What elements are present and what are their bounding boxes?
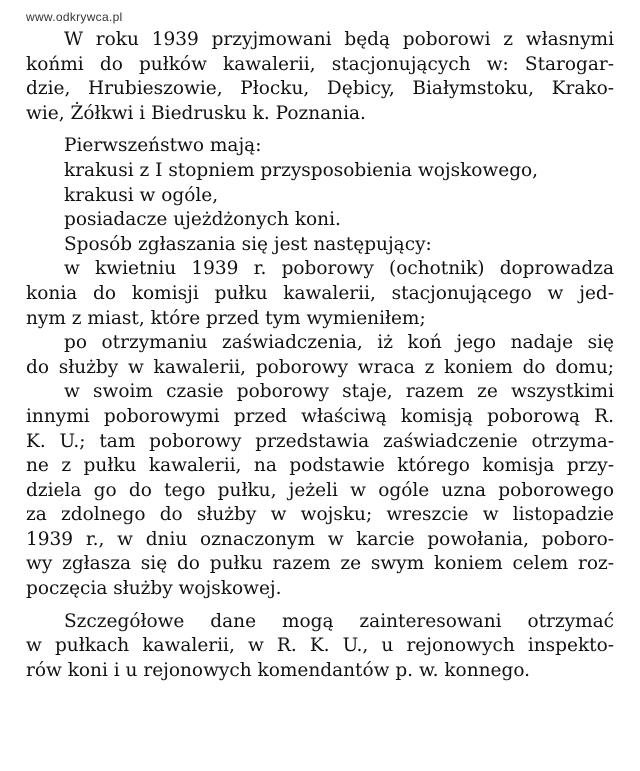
text-line: po otrzymaniu zaświadczenia, iż koń jego nadaje się bbox=[64, 332, 614, 354]
text-line: w kwietniu 1939 r. poborowy (ochotnik) doprowadza bbox=[64, 258, 614, 280]
text-line: ne z pułku kawalerii, na podstawie którego komisja przy- bbox=[26, 455, 614, 477]
document-body bbox=[26, 28, 614, 683]
text-line: 1939 r., w dniu oznaczonym w karcie powołania, poboro- bbox=[26, 528, 614, 550]
text-line: za zdolnego do służby w wojsku; wreszcie w listopadzie bbox=[26, 504, 614, 526]
paragraph bbox=[26, 28, 614, 126]
text-line: krakusi z I stopniem przysposobienia wojskowego, bbox=[64, 159, 539, 181]
paragraph bbox=[26, 134, 614, 257]
text-line: rów koni i u rejonowych komendantów p. w. konnego. bbox=[26, 659, 531, 681]
text-line: dziela go do tego pułku, jeżeli w ogóle uzna poborowego bbox=[26, 479, 614, 501]
text-line: poczęcia służby wojskowej. bbox=[26, 578, 282, 600]
text-line: posiadacze ujeżdżonych koni. bbox=[64, 209, 341, 231]
text-line: w swoim czasie poborowy staje, razem ze wszystkimi bbox=[64, 381, 614, 403]
text-line: końmi do pułków kawalerii, stacjonujących w: Starogar- bbox=[26, 53, 614, 75]
text-line: innymi poborowymi przed właściwą komisją poborową R. bbox=[26, 405, 614, 427]
text-line: Sposób zgłaszania się jest następujący: bbox=[64, 233, 432, 255]
paragraph-gap bbox=[26, 602, 614, 610]
text-line: Pierwszeństwo mają: bbox=[64, 135, 262, 157]
text-line: wy zgłasza się do pułku razem ze swym koniem celem roz- bbox=[26, 553, 614, 575]
watermark-text: www.odkrywca.pl bbox=[26, 10, 123, 24]
text-line: dzie, Hrubieszowie, Płocku, Dębicy, Białymstoku, Krako- bbox=[26, 78, 614, 100]
paragraph bbox=[26, 331, 614, 380]
text-line: do służby w kawalerii, poborowy wraca z koniem do domu; bbox=[26, 356, 614, 378]
text-line: K. U.; tam poborowy przedstawia zaświadczenie otrzyma- bbox=[26, 430, 614, 452]
paragraph-gap bbox=[26, 126, 614, 134]
paragraph bbox=[26, 380, 614, 601]
text-line: konia do komisji pułku kawalerii, stacjonującego w jed- bbox=[26, 282, 614, 304]
text-line: Szczegółowe dane mogą zainteresowani otrzymać bbox=[64, 610, 614, 632]
text-line: krakusi w ogóle, bbox=[64, 184, 219, 206]
text-line: wie, Żółkwi i Biedrusku k. Poznania. bbox=[26, 102, 366, 124]
paragraph bbox=[26, 610, 614, 684]
text-line: W roku 1939 przyjmowani będą poborowi z własnymi bbox=[64, 29, 614, 50]
text-line: nym z miast, które przed tym wymieniłem; bbox=[26, 307, 426, 329]
paragraph bbox=[26, 257, 614, 331]
text-line: w pułkach kawalerii, w R. K. U., u rejonowych inspekto- bbox=[26, 635, 614, 657]
